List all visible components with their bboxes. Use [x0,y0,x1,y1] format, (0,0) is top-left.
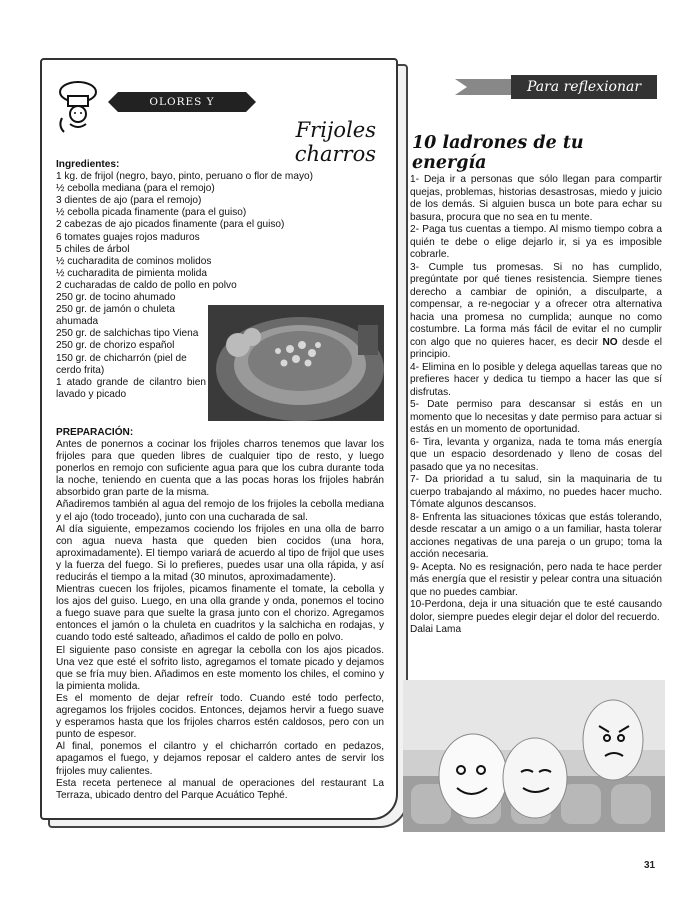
recipe-body [56,159,384,802]
preparation-text [56,439,384,802]
article-item: 4- Elimina en lo posible y delega aquellas tareas que no prefieres hacer y dedica tu tiempo a hacer las que sí disfrutas. [410,361,662,398]
ingredient-item: ½ cucharadita de pimienta molida [56,267,207,279]
article-item: 2- Paga tus cuentas a tiempo. Al mismo tiempo cobra a quién te debe o elige dejarlo ir, si ya es imposible cobrarle. [410,224,662,260]
article-item: 10-Perdona, deja ir una situación que te esté causando dolor, siempre puedes elegir dejar el dolor del recuerdo. [410,599,662,623]
page-number: 31 [644,860,656,871]
recipe-title: Frijoles charros [294,118,376,166]
ingredient-item: 2 cabezas de ajo picados finamente (para el guiso) [56,219,285,231]
preparation-paragraph: Al día siguiente, empezamos cociendo los frijoles en una olla de barro con agua nueva hasta que queden bien cocidos (una hora, aproximadamente). El tiempo variará de acuerdo al tipo de frijol que uses y la fuerza del fuego. Si lo prefieres, puedes usar una olla rápida, y así reducirás el tiempo a la mitad (30 minutos, aproximadamente). [56,523,384,583]
article-item-text: desde el principio. [410,336,662,360]
banner-tail [455,79,515,95]
beans-dish-photo [208,305,384,421]
ingredient-item: 1 kg. de frijol (negro, bayo, pinto, peruano o flor de mayo) [56,171,313,183]
banner-label: Para reflexionar [511,75,657,99]
section-label: OLORES Y SABORES [149,96,215,128]
preparation-paragraph: Al final, ponemos el cilantro y el chicharrón cortado en pedazos, apagamos el fuego, y dejamos reposar el caldero antes de servir los frijoles muy calientes. [56,741,384,777]
ingredient-item: 250 gr. de jamón o chuleta ahumada [56,304,175,328]
ingredient-item: ½ cebolla mediana (para el remojo) [56,183,215,195]
article-item-text: 3- Cumple tus promesas. Si no has cumplido, pregúntate por qué tienes resistencia. Siempre tienes derecho a cambiar de opinión, a disculparte, a compensar, a re-negociar y a ofrecer otra alternativa hacia una promesa no cumplida; aunque no como costumbre. La forma más fácil de evitar el no cumplir con algo que no quieres hacer, es decir [410,261,662,348]
article-item: 7- Da prioridad a tu salud, sin la maquinaria de tu cuerpo trabajando al máximo, no puedes hacer mucho. Tómate algunos descansos. [410,474,662,510]
article-item: 9- Acepta. No es resignación, pero nada te hace perder más energía que el resistir y pelear contra una situación que no puedes cambiar. [410,561,662,598]
preparation-heading: PREPARACIÓN: [56,426,134,438]
preparation-paragraph: Esta receta pertenece al manual de operaciones del restaurant La Terraza, ubicado dentro del Parque Acuático Tephé. [56,777,384,801]
preparation-paragraph: Antes de ponernos a cocinar los frijoles charros tenemos que lavar los frijoles para que queden libres de cualquier tipo de resto, y luego ponerlos en remojo con suficiente agua para que los cubra durante toda la noche, teniendo en cuenta que a las pocas horas los frijoles habrán absorbido gran parte de la misma. [56,438,384,499]
article-title: 10 ladrones de tu energía [412,133,584,173]
ingredient-item: 250 gr. de tocino ahumado [56,292,176,304]
ingredient-item: 2 cucharadas de caldo de pollo en polvo [56,279,237,291]
article-item [410,262,662,362]
ingredient-item: 5 chiles de árbol [56,243,130,255]
ingredients-heading: Ingredientes: [56,159,120,170]
preparation-paragraph: Mientras cuecen los frijoles, picamos finamente el tomate, la cebolla y los ajos del guiso. Luego, en una olla grande y onda, ponemos el tocino a fuego suave para que suelte la grasa junto con el chorizo. Agregamos entonces el jamón o la chuleta en cuadritos y la salchicha en rodajas, y cuando todo esté salteado, añadimos el caldo de pollo en polvo. [56,584,384,644]
ingredient-item: 250 gr. de chorizo español [56,340,175,352]
article-body [410,174,662,637]
chef-hat-icon [54,78,106,136]
article-author: Dalai Lama [410,624,462,635]
article-item: 6- Tira, levanta y organiza, nada te toma más energía que un espacio desordenado y lleno de cosas del pasado que ya no necesitas. [410,436,662,473]
eggs-photo [403,680,665,832]
article-item: 8- Enfrenta las situaciones tóxicas que estás tolerando, desde rescatar a un amigo o a un familiar, hasta tolerar acciones negativas de una pareja o un grupo; toma la acción necesaria. [410,511,662,560]
article-item-emphasis: NO [602,336,618,348]
ingredient-item: 3 dientes de ajo (para el remojo) [56,195,202,207]
ingredient-item: 6 tomates guajes rojos maduros [56,231,200,243]
ingredient-item: 250 gr. de salchichas tipo Viena [56,328,199,340]
ingredient-item: ½ cucharadita de cominos molidos [56,255,212,267]
article-item: 5- Date permiso para descansar si estás en un momento que lo necesitas y date permiso para actuar si estás en un momento de oportunidad. [410,399,662,435]
reflect-banner [455,75,657,99]
preparation-paragraph: Es el momento de dejar refreír todo. Cuando esté todo perfecto, agregamos los frijoles cocidos. Entonces, dejamos hervir a fuego suave y esperamos hasta que los frijoles charros estén caldosos, pero con un punto de espesor. [56,692,384,741]
article-item: 1- Deja ir a personas que sólo llegan para compartir quejas, problemas, historias desastrosas, miedo y juicio de los demás. Si alguien busca un bote para echar su basura, procura que no sea en tu mente. [410,174,662,223]
ingredient-item: 150 gr. de chicharrón (piel de cerdo frita) [56,352,187,376]
preparation-paragraph: El siguiente paso consiste en agregar la cebolla con los ajos picados. Una vez que esté el sofrito listo, agregamos el tomate picado y dejamos que se fría muy bien. Añadimos en este momento los chiles, el comino y la pimienta molida. [56,644,384,692]
ingredient-item: 1 atado grande de cilantro bien lavado y picado [56,376,206,400]
section-ribbon [118,92,246,128]
preparation-paragraph: Añadiremos también al agua del remojo de los frijoles la cebolla mediana y el ajo (todo troceado), junto con una cucharada de sal. [56,499,384,523]
ingredient-item: ½ cebolla picada finamente (para el guiso) [56,207,247,219]
